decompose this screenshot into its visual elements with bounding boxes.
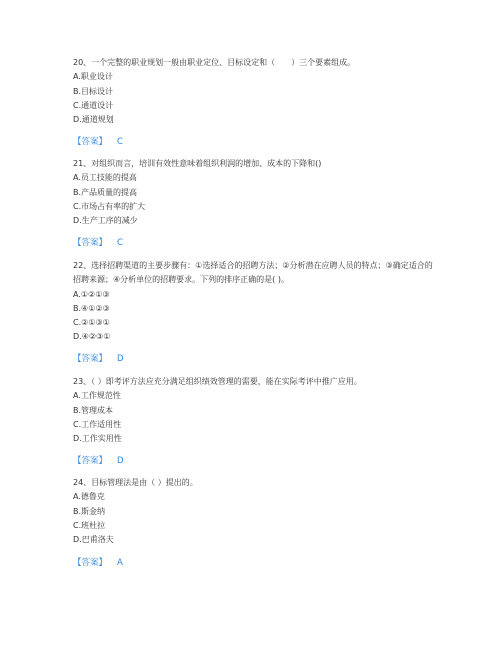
answer-value: D <box>117 354 124 364</box>
question-stem: 20、一个完整的职业规划一般由职业定位、目标设定和（ ）三个要素组成。 <box>73 58 356 67</box>
answer-value: A <box>117 558 123 568</box>
option-a: A.德鲁克 <box>73 492 105 502</box>
option-b: B.产品质量的提高 <box>73 187 138 197</box>
option-d: D.工作实用性 <box>73 434 122 444</box>
question-stem: 23、（ ）即考评方法应充分满足组织绩效管理的需要，能在实际考评中推广应用。 <box>73 377 362 386</box>
question-stem: 22、选择招聘渠道的主要步骤有：①选择适合的招聘方法；②分析潜在应聘人员的特点；③确定适合的招聘来源；④分析单位的招聘要求。下列的排序正确的是( )。 <box>73 261 433 285</box>
option-a: A.职业设计 <box>73 72 113 82</box>
answer-24 <box>73 556 123 570</box>
option-b: B.斯金纳 <box>73 506 106 516</box>
option-d: D.④②③① <box>73 332 111 342</box>
answer-21 <box>73 236 123 250</box>
answer-22 <box>73 352 124 366</box>
answer-20 <box>73 135 123 149</box>
option-b: B.④①②③ <box>73 303 110 313</box>
question-22 <box>73 259 433 345</box>
answer-value: C <box>117 238 123 248</box>
question-21 <box>73 157 433 228</box>
answer-label: 【答案】 <box>73 456 108 466</box>
question-24 <box>73 476 433 547</box>
answer-label: 【答案】 <box>73 354 108 364</box>
question-23 <box>73 375 433 446</box>
answer-label: 【答案】 <box>73 558 108 568</box>
option-a: A.员工技能的提高 <box>73 173 137 183</box>
answer-23 <box>73 454 124 468</box>
option-c: C.市场占有率的扩大 <box>73 201 146 211</box>
option-b: B.目标设计 <box>73 86 114 96</box>
option-c: C.班杜拉 <box>73 520 106 530</box>
answer-label: 【答案】 <box>73 137 108 147</box>
answer-value: C <box>117 137 123 147</box>
option-a: A.①②①③ <box>73 289 110 299</box>
question-stem: 24、目标管理法是由（ ）提出的。 <box>73 478 198 487</box>
option-c: C.通道设计 <box>73 100 114 110</box>
option-c: C.②①③① <box>73 318 110 328</box>
option-b: B.管理成本 <box>73 405 114 415</box>
option-d: D.通道规划 <box>73 115 114 125</box>
question-stem: 21、对组织而言，培训有效性意味着组织利润的增加、成本的下降和() <box>73 159 322 168</box>
option-c: C.工作适用性 <box>73 419 122 429</box>
answer-label: 【答案】 <box>73 238 108 248</box>
answer-value: D <box>117 456 124 466</box>
option-d: D.巴甫洛夫 <box>73 535 114 545</box>
question-20 <box>73 56 433 127</box>
option-d: D.生产工序的减少 <box>73 216 138 226</box>
option-a: A.工作规范性 <box>73 391 121 401</box>
